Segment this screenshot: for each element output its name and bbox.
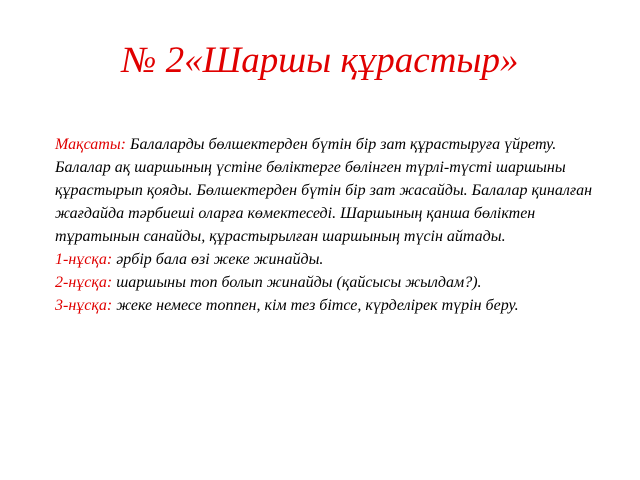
goal-paragraph <box>55 133 615 156</box>
slide-body <box>55 133 615 317</box>
description-paragraph: Балалар ақ шаршының үстіне бөліктерге бөлінген түрлі-түсті шаршыны құрастырып қояды. Бөлшектерден бүтін бір зат жасайды. Балалар қиналған жағдайда тәрбиеші оларға көмектеседі. Шаршының қанша бөліктен тұратынын санайды, құрастырылған шаршының түсін айтады. <box>55 159 593 245</box>
variant-2-label: 2-нұсқа: <box>55 274 113 291</box>
variant-2-text: шаршыны топ болып жинайды (қайсысы жылдам?). <box>112 274 482 291</box>
slide-title: № 2«Шаршы құрастыр» <box>121 40 519 81</box>
variant-1 <box>55 248 615 271</box>
variant-1-label: 1-нұсқа: <box>55 251 113 268</box>
variant-2 <box>55 271 615 294</box>
variant-1-text: әрбір бала өзі жеке жинайды. <box>112 251 324 268</box>
variant-3 <box>55 294 615 317</box>
goal-label: Мақсаты: <box>55 136 126 153</box>
variant-3-text: жеке немесе топпен, кім тез бітсе, күрделірек түрін беру. <box>112 297 519 314</box>
goal-text: Балаларды бөлшектерден бүтін бір зат құрастыруға үйрету. <box>126 136 557 153</box>
variant-3-label: 3-нұсқа: <box>55 297 113 314</box>
